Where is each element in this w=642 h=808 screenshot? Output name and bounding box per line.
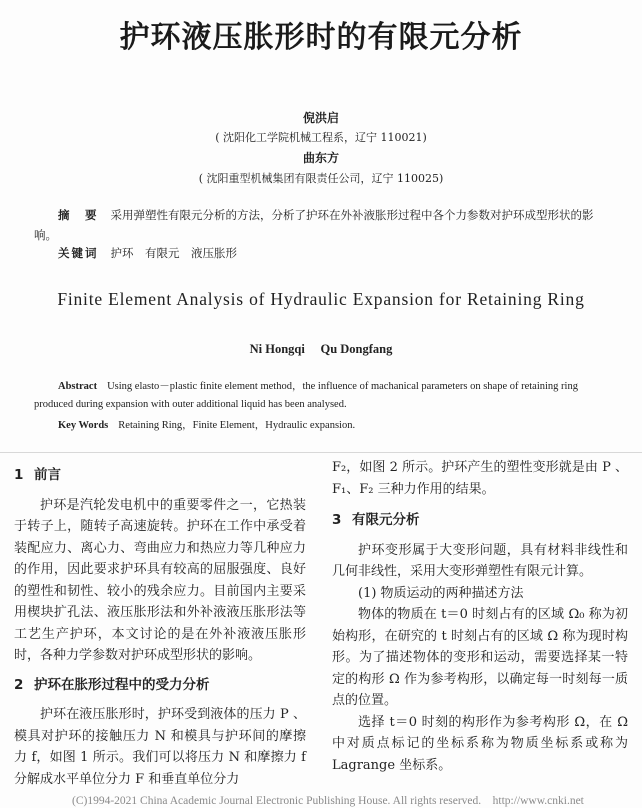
- section-1-number: 1: [14, 467, 24, 483]
- section-3-number: 3: [332, 512, 342, 528]
- section-3-paragraph-1: 护环变形属于大变形问题，具有材料非线性和几何非线性，采用大变形弹塑性有限元计算。: [332, 542, 628, 579]
- section-1-paragraph: 护环是汽轮发电机中的重要零件之一，它热装于转子上，随转子高速旋转。护环在工作中承受着装配应力、离心力、弯曲应力和热应力等几种应力的作用，因此要求护环具有较高的屈服强度、良好的塑性和韧性、较小的残余应力。目前国内主要采用楔块扩孔法、液压胀形法和外补液液压胀形法等工艺生产护环，本文讨论的是在外补液液压胀形时，各种力学参数对护环成型形状的影响。: [14, 497, 306, 663]
- keywords-en: [34, 417, 608, 435]
- keywords-cn-text: 护环 有限元 液压胀形: [110, 246, 237, 260]
- section-2-heading: [14, 675, 306, 697]
- subsection-1-heading: (1) 物质运动的两种描述方法: [358, 585, 524, 601]
- right-column: [332, 457, 628, 776]
- header-divider: [0, 452, 642, 453]
- abstract-en-label: Abstract: [58, 381, 98, 392]
- keywords-en-label: Key Words: [58, 420, 109, 431]
- author-1-name: 倪洪启: [302, 111, 339, 125]
- section-3-heading: [332, 510, 628, 532]
- copyright-footer: (C)1994-2021 China Academic Journal Electronic Publishing House. All rights reserved. http://www.cnki.net: [72, 795, 584, 807]
- section-2-paragraph: 护环在液压胀形时，护环受到液体的压力 P 、模具对护环的接触压力 N 和模具与护环间的摩擦力 f，如图 1 所示。我们可以将压力 N 和摩擦力 f 分解成水平单位分力 F 和垂直单位分力: [14, 707, 306, 787]
- keywords-en-text: Retaining Ring，Finite Element，Hydraulic expansion.: [118, 420, 356, 431]
- section-3-title: 有限元分析: [352, 512, 420, 528]
- keywords-cn: [34, 243, 608, 263]
- section-3-paragraph-3: 选择 t＝0 时刻的构形作为参考构形 Ω，在 Ω 中对质点标记的坐标系称为物质坐标系或称为 Lagrange 坐标系。: [332, 714, 628, 773]
- author-1-affiliation: ( 沈阳化工学院机械工程系，辽宁 110021): [215, 131, 427, 144]
- author-2-name: 曲东方: [302, 151, 339, 165]
- abstract-cn-text: 采用弹塑性有限元分析的方法，分析了护环在外补液胀形过程中各个力参数对护环成型形状的影响。: [34, 208, 594, 242]
- left-column: [14, 457, 306, 790]
- section-1-heading: [14, 465, 306, 487]
- author-2-affiliation: ( 沈阳重型机械集团有限责任公司，辽宁 110025): [198, 172, 444, 185]
- section-2-number: 2: [14, 676, 24, 693]
- keywords-cn-label: 关键词: [58, 246, 99, 260]
- section-3-paragraph-2: 物体的物质在 t＝0 时刻占有的区域 Ω₀ 称为初始构形，在研究的 t 时刻占有的区域 Ω 称为现时构形。为了描述物体的变形和运动，需要选择某一特定的构形 Ω 作为参考构形，以确定每一时刻每一质点的位置。: [332, 607, 628, 708]
- english-authors: Ni Hongqi Qu Dongfang: [249, 342, 393, 356]
- abstract-en-text: Using elasto－plastic finite element method，the influence of machanical parameters on shape of retaining ring produced during expansion with outer additional liquid has been analysed.: [34, 381, 578, 410]
- abstract-cn-label: 摘 要: [58, 208, 99, 222]
- continued-paragraph: F₂，如图 2 所示。护环产生的塑性变形就是由 P 、F₁、F₂ 三种力作用的结果。: [332, 460, 628, 497]
- paper-title: 护环液压胀形时的有限元分析: [119, 20, 523, 55]
- abstract-en: [34, 378, 608, 414]
- section-1-title: 前言: [34, 467, 61, 483]
- english-title: Finite Element Analysis of Hydraulic Expansion for Retaining Ring: [57, 289, 585, 309]
- section-2-title: 护环在胀形过程中的受力分析: [34, 676, 210, 693]
- abstract-cn: [34, 205, 608, 245]
